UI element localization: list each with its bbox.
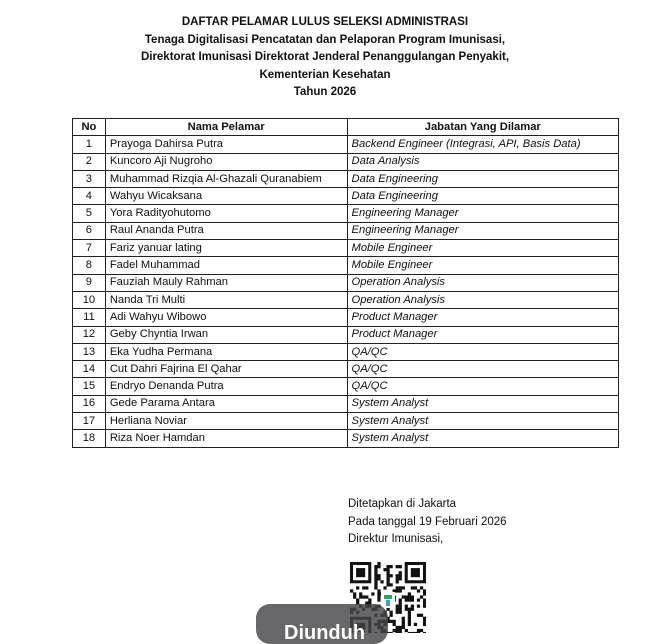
cell-position: QA/QC [347, 361, 618, 378]
table-header-row [73, 119, 619, 136]
title-line-5: Tahun 2026 [293, 86, 357, 98]
cell-position: QA/QC [347, 343, 618, 360]
cell-position: Mobile Engineer [347, 257, 618, 274]
cell-no: 6 [73, 222, 106, 239]
table-row [73, 222, 619, 239]
cell-no: 8 [73, 257, 106, 274]
cell-name: Herliana Noviar [105, 413, 347, 430]
table-row [73, 240, 619, 257]
cell-no: 5 [73, 205, 106, 222]
cell-no: 10 [73, 291, 106, 308]
cell-name: Muhammad Rizqia Al-Ghazali Quranabiem [105, 170, 347, 187]
table-row [73, 170, 619, 187]
cell-name: Kuncoro Aji Nugroho [105, 153, 347, 170]
table-row [73, 257, 619, 274]
cell-position: Data Engineering [347, 170, 618, 187]
cell-name: Fadel Muhammad [105, 257, 347, 274]
cell-no: 18 [73, 430, 106, 447]
cell-name: Raul Ananda Putra [105, 222, 347, 239]
cell-position: Engineering Manager [347, 222, 618, 239]
table-row [73, 274, 619, 291]
cell-name: Riza Noer Hamdan [105, 430, 347, 447]
header-name: Nama Pelamar [105, 119, 347, 136]
signature-date: Pada tanggal 19 Februari 2026 [348, 515, 507, 528]
cell-position: Operation Analysis [347, 274, 618, 291]
document-header [0, 14, 650, 102]
cell-name: Cut Dahri Fajrina El Qahar [105, 361, 347, 378]
cell-position: Operation Analysis [347, 291, 618, 308]
cell-no: 3 [73, 170, 106, 187]
cell-no: 11 [73, 309, 106, 326]
cell-name: Adi Wahyu Wibowo [105, 309, 347, 326]
table-row [73, 188, 619, 205]
table-row [73, 378, 619, 395]
cell-no: 9 [73, 274, 106, 291]
cell-position: System Analyst [347, 430, 618, 447]
table-row [73, 291, 619, 308]
cell-name: Eka Yudha Permana [105, 343, 347, 360]
cell-position: Data Analysis [347, 153, 618, 170]
cell-no: 4 [73, 188, 106, 205]
title-line-4: Kementerian Kesehatan [259, 68, 391, 81]
table-row [73, 326, 619, 343]
signature-signer: Direktur Imunisasi, [348, 533, 444, 545]
header-position: Jabatan Yang Dilamar [347, 119, 618, 136]
download-toast [256, 604, 388, 644]
cell-no: 1 [73, 136, 106, 153]
cell-name: Endryo Denanda Putra [105, 378, 347, 395]
cell-no: 17 [73, 413, 106, 430]
cell-position: Data Engineering [347, 188, 618, 205]
signature-block [348, 496, 507, 549]
table-row [73, 361, 619, 378]
cell-name: Gede Parama Antara [105, 395, 347, 412]
cell-no: 15 [73, 378, 106, 395]
cell-no: 16 [73, 395, 106, 412]
cell-position: System Analyst [347, 413, 618, 430]
cell-no: 2 [73, 153, 106, 170]
table-row [73, 205, 619, 222]
header-no: No [73, 119, 106, 136]
cell-position: System Analyst [347, 395, 618, 412]
cell-no: 14 [73, 361, 106, 378]
table-row [73, 153, 619, 170]
cell-position: QA/QC [347, 378, 618, 395]
cell-name: Geby Chyntia Irwan [105, 326, 347, 343]
cell-name: Fariz yanuar lating [105, 240, 347, 257]
cell-position: Product Manager [347, 309, 618, 326]
table-row [73, 430, 619, 447]
cell-name: Nanda Tri Multi [105, 291, 347, 308]
cell-position: Product Manager [347, 326, 618, 343]
cell-name: Prayoga Dahirsa Putra [105, 136, 347, 153]
title-line-2: Tenaga Digitalisasi Pencatatan dan Pelaporan Program Imunisasi, [144, 33, 506, 46]
cell-name: Yora Radityohutomo [105, 205, 347, 222]
cell-no: 12 [73, 326, 106, 343]
table-row [73, 309, 619, 326]
applicant-table [72, 118, 619, 448]
cell-no: 13 [73, 343, 106, 360]
table-row [73, 343, 619, 360]
cell-position: Backend Engineer (Integrasi, API, Basis Data) [347, 136, 618, 153]
table-row [73, 136, 619, 153]
cell-name: Fauziah Mauly Rahman [105, 274, 347, 291]
toast-label: Diunduh [284, 622, 366, 644]
cell-name: Wahyu Wicaksana [105, 188, 347, 205]
title-line-1: DAFTAR PELAMAR LULUS SELEKSI ADMINISTRASI [181, 16, 469, 28]
table-row [73, 395, 619, 412]
table-row [73, 413, 619, 430]
table-body [73, 136, 619, 447]
signature-place: Ditetapkan di Jakarta [348, 498, 457, 510]
title-line-3: Direktorat Imunisasi Direktorat Jenderal Penanggulangan Penyakit, [140, 51, 510, 63]
cell-no: 7 [73, 240, 106, 257]
cell-position: Engineering Manager [347, 205, 618, 222]
cell-position: Mobile Engineer [347, 240, 618, 257]
